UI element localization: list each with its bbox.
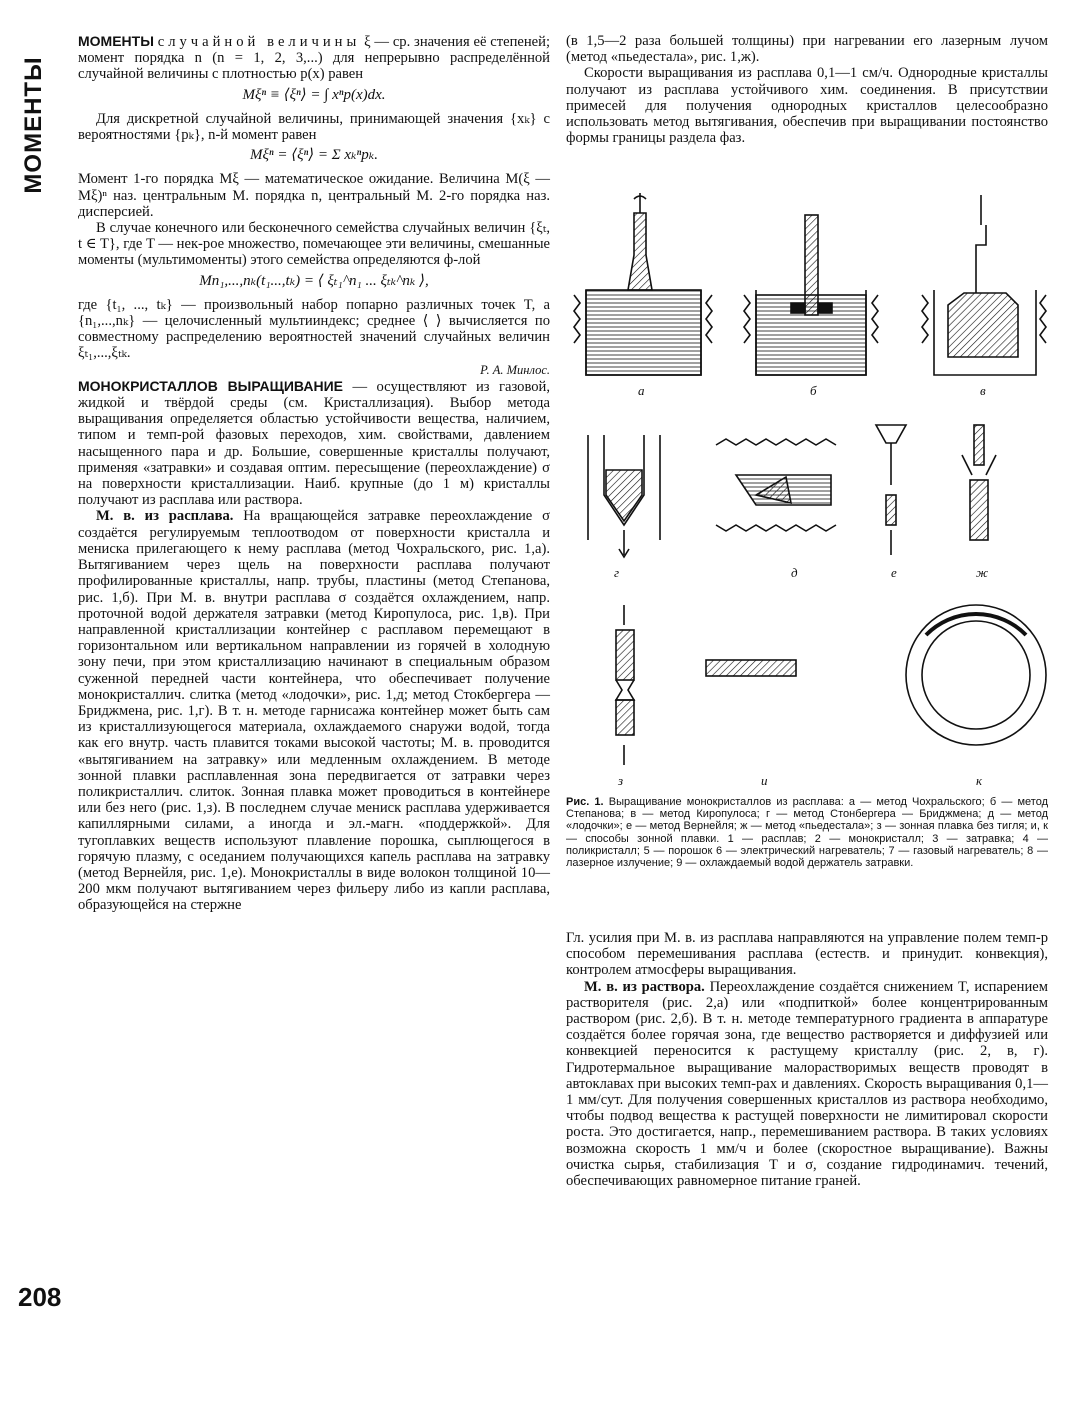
article-head-crystal-growth: МОНОКРИСТАЛЛОВ ВЫРАЩИВАНИЕ: [78, 377, 343, 394]
moments-text: ξ — ср. значения её степеней; момент порядка n (n = 1, 2, 3,...) для непрерывно распределённой случайной величины с плотностью p(x) равен: [78, 34, 551, 83]
author-signature: Р. А. Минлос.: [480, 362, 550, 377]
fig-label-z: з: [618, 773, 624, 788]
crystal-growth-paragraph: [78, 378, 550, 509]
fig-label-b: б: [810, 383, 817, 398]
growth-rate-paragraph: Скорости выращивания из расплава 0,1—1 см/ч. Однородные кристаллы получают из расплава устойчивого хим. соединения. В присутствии примесей для получения однородных кристаллов целесообразно использовать метод вытягивания, обеспечив при выращивании постоянство формы границы раздела фаз.: [566, 65, 1048, 147]
left-column: [78, 33, 550, 914]
article-head-moments: МОМЕНТЫ: [78, 33, 154, 49]
melt-growth-paragraph: [78, 508, 550, 913]
caption-text: Выращивание монокристаллов из расплава: а — метод Чохральского; б — метод Степанова; в — метод Киропулоса; г — метод Стонбергера — Бриджмена; д — метод «лодочки»; е — метод Вернейля; ж — метод «пьедестала»; з — зонная плавка без тигля; и, к — способы зонной плавки. 1 — расплав; 2 — монокристалл; 3 — затравка; 4 — поликристалл; 5 — порошок 6 — электрический нагреватель; 7 — газовый нагреватель; 8 — лазерное излучение; 9 — охлаждаемый водой держатель затравки.: [566, 796, 1048, 870]
fig-label-zh: ж: [976, 565, 989, 580]
solution-growth-paragraph: [566, 979, 1048, 1190]
fig-g-bridgman: [588, 435, 660, 580]
solution-growth-head: М. в. из раствора.: [584, 978, 705, 995]
figure-1-diagram: [566, 185, 1054, 800]
page-number: 208: [18, 1282, 62, 1312]
fig-v-kyropoulos: [922, 195, 1046, 398]
fig-z-floating-zone: [616, 605, 634, 788]
figure-caption: [566, 796, 1048, 869]
running-head-text: МОМЕНТЫ: [20, 56, 47, 194]
fig-label-v: в: [980, 383, 986, 398]
caption-head: Рис. 1.: [566, 796, 604, 808]
fig-zh-pedestal: [962, 425, 996, 580]
fig-label-d: д: [791, 565, 798, 580]
control-paragraph: Гл. усилия при М. в. из расплава направляются на управление полем темп-р способом перемешивания расплава (естеств. и принудит. конвекция), контролем атмосферы выращивания.: [566, 930, 1048, 979]
running-head: [14, 40, 54, 210]
fig-b-stepanov: [744, 215, 878, 398]
fig-label-a: а: [638, 383, 645, 398]
melt-growth-text: На вращающейся затравке переохлаждение σ создаётся регулируемым теплоотводом от поверхности кристалла и мениска прилегающего к нему расплава (метод Чохральского, рис. 1,а). Вытягиванием через щель на поверхности расплава получают профилированные кристаллы, напр. трубы, пластины (метод Степанова, рис. 1,б). При М. в. внутри расплава σ создаётся охлаждением, напр. проточной водой держателя затравки (метод Киропулоса, рис. 1,в). При направленной кристаллизации контейнер с расплавом перемещают в горизонтальном или вертикальном направлении из горячей в холодную зону печи, при этом кристаллизацию начинают в специальным образом суженной передней части контейнера, что обеспечивает получение монокристаллич. слитка (метод «лодочки», рис. 1,д; метод Стокбергера — Бриджмена, рис. 1,г). В т. н. методе гарнисажа контейнер может быть сам из кристаллизующегося материала, охлаждаемого снаружи водой, тогда как его внутр. часть плавится токами высокой частоты; М. в. проводится «вытягиванием на затравку» или медленным охлаждением. В методе зонной плавки расплавленная зона передвигается от затравки через поликристаллич. слиток. Зонная плавка может проводиться в контейнере или без него (рис. 1,з). В последнем случае мениск расплава удерживается капиллярными силами, а иногда и эл.-магн. «поддержкой». Для тугоплавких веществ используют плавление порошка, сыплющегося в горячую плазму, с оседанием получающихся капель расплава на затравку (метод Вернейля, рис. 1,е). Монокристаллы в виде волокон толщиной 10—200 мкм получают вытягиванием через фильеру либо из капли расплава, образующейся на стержне: [78, 508, 550, 914]
first-moment-paragraph: Момент 1-го порядка Mξ — математическое ожидание. Величина M(ξ — Mξ)ⁿ наз. центральным М. порядка n, центральный М. 2-го порядка наз. дисперсией.: [78, 171, 550, 220]
fig-i-zone-melting: [706, 660, 796, 788]
fig-label-k: к: [976, 773, 983, 788]
formula-discrete: Mξⁿ = ⟨ξⁿ⟩ = Σ xₖⁿpₖ.: [250, 147, 378, 164]
mixed-moments-paragraph: В случае конечного или бесконечного семейства случайных величин {ξₜ, t ∈ T}, где T — нек-рое множество, помечающее эти величины, смешанные моменты (мультимоменты) этого семейства определяются ф-лой: [78, 220, 550, 269]
formula-continuous: Mξⁿ ≡ ⟨ξⁿ⟩ = ∫ xⁿp(x)dx.: [242, 86, 386, 103]
multiindex-paragraph: где {t₁, ..., tₖ} — произвольный набор попарно различных точек T, а {n₁,...,nₖ} — целочисленный мультииндекс; среднее ⟨ ⟩ вычисляется по совместному распределению вероятностей значений случайных величин ξₜ₁,...,ξₜₖ.: [78, 296, 550, 362]
melt-growth-head: М. в. из расплава.: [96, 508, 234, 525]
article-head-rest: случайной величины: [157, 34, 361, 50]
right-column-top: [566, 33, 1048, 146]
fig-k-ring-zone: [906, 605, 1046, 788]
crystal-growth-text: — осуществляют из газовой, жидкой и твёрдой среды (см. Кристаллизация). Выбор метода выращивания определяется областью устойчивости вещества, наличием, типом и темп-рой фазовых переходов, хим. свойствами, давлением насыщенного пара и др. Большие, совершенные кристаллы получают, применяя «затравки» и создавая оптим. пересыщение (переохлаждение) σ на поверхности кристаллизации. Наиб. крупные (до 1 м) кристаллы получают из расплава или раствора.: [78, 378, 550, 509]
moments-paragraph: [78, 33, 550, 83]
right-column-bottom: [566, 930, 1048, 1189]
discrete-paragraph: Для дискретной случайной величины, принимающей значения {xₖ} с вероятностями {pₖ}, n-й момент равен: [78, 110, 550, 144]
formula-mixed: Mn₁,...,nₖ(t₁...,tₖ) = ⟨ ξₜ₁^n₁ ... ξₜₖ^nₖ ⟩,: [199, 272, 429, 289]
fig-label-e: е: [891, 565, 897, 580]
pedestal-paragraph: (в 1,5—2 раза большей толщины) при нагревании его лазерным лучом (метод «пьедестала», рис. 1,ж).: [566, 33, 1048, 66]
fig-label-g: г: [614, 565, 620, 580]
fig-d-boat: [716, 439, 836, 580]
fig-label-i: и: [761, 773, 768, 788]
figure-1: [566, 185, 1054, 800]
solution-growth-text: Переохлаждение создаётся снижением T, испарением растворителя (рис. 2,а) или «подпиткой» более концентрированным раствором (рис. 2,б). В т. н. методе температурного градиента в аппаратуре создаётся более горячая зона, где вещество растворяется и диффузией или конвекцией переносится к растущему кристаллу (рис. 2, в, г). Гидротермальное выращивание малорастворимых веществ проводят в автоклавах при высоких темп-рах и давлениях. Скорость выращивания 0,1—1 мм/сут. Для получения совершенных кристаллов из раствора необходимо, чтобы подвод вещества к растущей поверхности не лимитировал скорости роста. Это достигается, напр., перемешиванием раствора. В таких условиях возможна скорость 1 мм/ч и более (скоростное выращивание). Важны очистка сырья, стабилизация T и σ, создание гидродинамич. течений, обеспечивающих равномерное питание граней.: [566, 978, 1048, 1190]
fig-a-czochralski: [574, 193, 712, 398]
fig-e-verneuil: [876, 425, 906, 580]
